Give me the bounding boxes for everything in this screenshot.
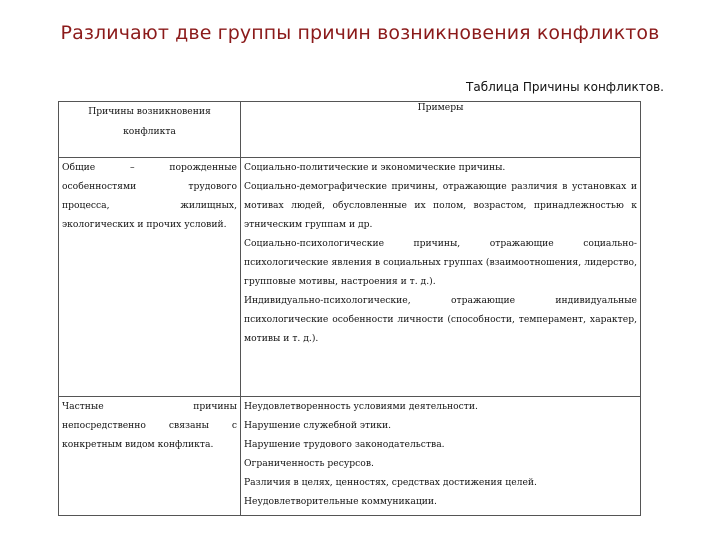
example-item: Неудовлетворительные коммуникации.: [244, 496, 437, 507]
example-item: Ограниченность ресурсов.: [244, 458, 374, 469]
example-item: Различия в целях, ценностях, средствах достижения целей.: [244, 477, 537, 488]
example-item: Неудовлетворенность условиями деятельности.: [244, 401, 478, 412]
column-header-examples: Примеры: [241, 102, 641, 158]
examples-cell-general: [241, 158, 641, 397]
example-item: Социально-психологические причины, отражающие социально-психологические явления в социальных группах (взаимоотношения, лидерство, групповые мотивы, настроения и т. д.).: [244, 238, 637, 287]
causes-table: [58, 101, 641, 516]
slide-title: Различают две группы причин возникновения конфликтов: [60, 22, 660, 44]
example-item: Социально-политические и экономические причины.: [244, 162, 506, 173]
example-item: Социально-демографические причины, отражающие различия в установках и мотивах людей, обусловленные их полом, возрастом, принадлежностью к этническим группам и др.: [244, 181, 637, 230]
example-item: Нарушение трудового законодательства.: [244, 439, 445, 450]
cause-cell-general: Общие – порожденные особенностями трудового процесса, жилищных, экологических и прочих условий.: [59, 158, 241, 397]
example-item: Нарушение служебной этики.: [244, 420, 392, 431]
table-row: [59, 158, 641, 397]
column-header-causes: Причины возникновения конфликта: [59, 102, 241, 158]
cause-cell-specific: Частные причины непосредственно связаны с конкретным видом конфликта.: [59, 397, 241, 516]
table-header-row: [59, 102, 641, 158]
examples-cell-specific: [241, 397, 641, 516]
table-row: [59, 397, 641, 516]
example-item: Индивидуально-психологические, отражающие индивидуальные психологические особенности личности (способности, темперамент, характер, мотивы и т. д.).: [244, 295, 637, 344]
table-caption: Таблица Причины конфликтов.: [466, 80, 664, 94]
